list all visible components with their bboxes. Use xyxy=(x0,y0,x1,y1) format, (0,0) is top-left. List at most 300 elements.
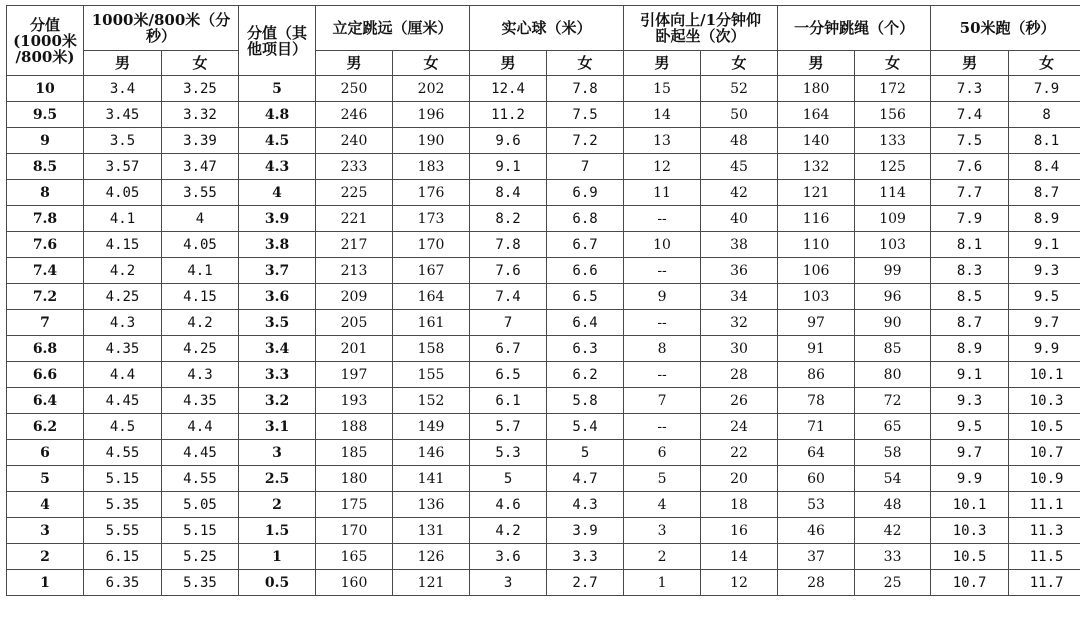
run-50m-male-cell: 9.9 xyxy=(931,466,1009,492)
pullup-male-cell: -- xyxy=(624,362,701,388)
run-50m-female-cell: 9.3 xyxy=(1009,258,1080,284)
jump-rope-female-cell: 42 xyxy=(855,518,931,544)
situp-female-cell: 28 xyxy=(701,362,778,388)
header-score-other: 分值（其 他项目） xyxy=(239,6,316,76)
table-row xyxy=(7,128,1080,154)
gender-header-row xyxy=(7,51,1080,76)
solid-ball-male-cell: 4.2 xyxy=(470,518,547,544)
long-jump-female-cell: 173 xyxy=(393,206,470,232)
header-male: 男 xyxy=(316,51,393,76)
solid-ball-female-cell: 6.5 xyxy=(547,284,624,310)
score-other-cell: 5 xyxy=(239,76,316,102)
run-50m-male-cell: 7.3 xyxy=(931,76,1009,102)
run-50m-female-cell: 9.7 xyxy=(1009,310,1080,336)
run-1000m-male-cell: 4.35 xyxy=(84,336,162,362)
jump-rope-male-cell: 53 xyxy=(778,492,855,518)
situp-female-cell: 45 xyxy=(701,154,778,180)
run-1000m-male-cell: 6.35 xyxy=(84,570,162,596)
jump-rope-male-cell: 132 xyxy=(778,154,855,180)
long-jump-female-cell: 126 xyxy=(393,544,470,570)
situp-female-cell: 20 xyxy=(701,466,778,492)
long-jump-female-cell: 152 xyxy=(393,388,470,414)
situp-female-cell: 48 xyxy=(701,128,778,154)
pullup-male-cell: 9 xyxy=(624,284,701,310)
jump-rope-female-cell: 109 xyxy=(855,206,931,232)
run-800m-female-cell: 4.4 xyxy=(162,414,239,440)
score-run-cell: 7.6 xyxy=(7,232,84,258)
long-jump-male-cell: 221 xyxy=(316,206,393,232)
solid-ball-male-cell: 6.7 xyxy=(470,336,547,362)
run-1000m-male-cell: 3.45 xyxy=(84,102,162,128)
situp-female-cell: 26 xyxy=(701,388,778,414)
jump-rope-male-cell: 164 xyxy=(778,102,855,128)
run-1000m-male-cell: 4.45 xyxy=(84,388,162,414)
long-jump-male-cell: 160 xyxy=(316,570,393,596)
run-50m-male-cell: 9.7 xyxy=(931,440,1009,466)
solid-ball-male-cell: 4.6 xyxy=(470,492,547,518)
score-other-cell: 3.5 xyxy=(239,310,316,336)
score-run-cell: 7 xyxy=(7,310,84,336)
run-50m-male-cell: 8.1 xyxy=(931,232,1009,258)
table-row xyxy=(7,466,1080,492)
score-run-cell: 8.5 xyxy=(7,154,84,180)
score-run-cell: 7.4 xyxy=(7,258,84,284)
score-other-cell: 4.3 xyxy=(239,154,316,180)
run-50m-male-cell: 10.3 xyxy=(931,518,1009,544)
header-score-run: 分值 (1000米 /800米) xyxy=(7,6,84,76)
table-row xyxy=(7,232,1080,258)
run-50m-female-cell: 10.3 xyxy=(1009,388,1080,414)
jump-rope-male-cell: 116 xyxy=(778,206,855,232)
table-row xyxy=(7,414,1080,440)
score-run-cell: 6.8 xyxy=(7,336,84,362)
run-1000m-male-cell: 4.25 xyxy=(84,284,162,310)
jump-rope-male-cell: 97 xyxy=(778,310,855,336)
long-jump-male-cell: 193 xyxy=(316,388,393,414)
long-jump-female-cell: 131 xyxy=(393,518,470,544)
run-50m-female-cell: 9.1 xyxy=(1009,232,1080,258)
run-1000m-male-cell: 4.15 xyxy=(84,232,162,258)
run-50m-female-cell: 11.7 xyxy=(1009,570,1080,596)
long-jump-female-cell: 155 xyxy=(393,362,470,388)
jump-rope-male-cell: 46 xyxy=(778,518,855,544)
jump-rope-male-cell: 64 xyxy=(778,440,855,466)
run-1000m-male-cell: 5.15 xyxy=(84,466,162,492)
pullup-male-cell: 7 xyxy=(624,388,701,414)
pullup-male-cell: -- xyxy=(624,206,701,232)
jump-rope-female-cell: 133 xyxy=(855,128,931,154)
run-50m-male-cell: 9.3 xyxy=(931,388,1009,414)
header-female: 女 xyxy=(701,51,778,76)
long-jump-male-cell: 180 xyxy=(316,466,393,492)
run-1000m-male-cell: 4.05 xyxy=(84,180,162,206)
solid-ball-male-cell: 6.5 xyxy=(470,362,547,388)
table-row xyxy=(7,206,1080,232)
long-jump-female-cell: 149 xyxy=(393,414,470,440)
situp-female-cell: 36 xyxy=(701,258,778,284)
situp-female-cell: 14 xyxy=(701,544,778,570)
score-run-cell: 3 xyxy=(7,518,84,544)
long-jump-male-cell: 217 xyxy=(316,232,393,258)
run-800m-female-cell: 3.39 xyxy=(162,128,239,154)
run-50m-male-cell: 8.7 xyxy=(931,310,1009,336)
run-800m-female-cell: 5.05 xyxy=(162,492,239,518)
header-solid-ball: 实心球（米） xyxy=(470,6,624,51)
run-1000m-male-cell: 5.55 xyxy=(84,518,162,544)
score-table xyxy=(6,5,1080,596)
jump-rope-female-cell: 172 xyxy=(855,76,931,102)
long-jump-male-cell: 250 xyxy=(316,76,393,102)
situp-female-cell: 22 xyxy=(701,440,778,466)
pullup-male-cell: 13 xyxy=(624,128,701,154)
header-row xyxy=(7,6,1080,51)
run-1000m-male-cell: 3.5 xyxy=(84,128,162,154)
situp-female-cell: 16 xyxy=(701,518,778,544)
run-1000m-male-cell: 5.35 xyxy=(84,492,162,518)
situp-female-cell: 32 xyxy=(701,310,778,336)
run-1000m-male-cell: 4.1 xyxy=(84,206,162,232)
header-female: 女 xyxy=(855,51,931,76)
solid-ball-male-cell: 7.8 xyxy=(470,232,547,258)
situp-female-cell: 18 xyxy=(701,492,778,518)
header-1000m-800m: 1000米/800米（分 秒） xyxy=(84,6,239,51)
run-50m-female-cell: 7.9 xyxy=(1009,76,1080,102)
jump-rope-male-cell: 71 xyxy=(778,414,855,440)
score-run-cell: 6 xyxy=(7,440,84,466)
run-800m-female-cell: 4.3 xyxy=(162,362,239,388)
header-standing-long-jump: 立定跳远（厘米） xyxy=(316,6,470,51)
situp-female-cell: 52 xyxy=(701,76,778,102)
table-row xyxy=(7,258,1080,284)
pullup-male-cell: 11 xyxy=(624,180,701,206)
jump-rope-female-cell: 80 xyxy=(855,362,931,388)
table-row xyxy=(7,388,1080,414)
long-jump-male-cell: 205 xyxy=(316,310,393,336)
jump-rope-female-cell: 103 xyxy=(855,232,931,258)
jump-rope-male-cell: 121 xyxy=(778,180,855,206)
run-50m-male-cell: 9.1 xyxy=(931,362,1009,388)
score-run-cell: 2 xyxy=(7,544,84,570)
pullup-male-cell: 10 xyxy=(624,232,701,258)
solid-ball-male-cell: 5.3 xyxy=(470,440,547,466)
run-50m-male-cell: 10.7 xyxy=(931,570,1009,596)
solid-ball-male-cell: 7 xyxy=(470,310,547,336)
table-row xyxy=(7,570,1080,596)
solid-ball-female-cell: 6.4 xyxy=(547,310,624,336)
jump-rope-female-cell: 65 xyxy=(855,414,931,440)
score-run-cell: 6.6 xyxy=(7,362,84,388)
run-800m-female-cell: 4.25 xyxy=(162,336,239,362)
run-800m-female-cell: 4.35 xyxy=(162,388,239,414)
run-800m-female-cell: 4.05 xyxy=(162,232,239,258)
solid-ball-female-cell: 6.3 xyxy=(547,336,624,362)
run-50m-male-cell: 7.9 xyxy=(931,206,1009,232)
solid-ball-female-cell: 5.4 xyxy=(547,414,624,440)
run-800m-female-cell: 4.45 xyxy=(162,440,239,466)
header-male: 男 xyxy=(778,51,855,76)
long-jump-male-cell: 175 xyxy=(316,492,393,518)
long-jump-male-cell: 225 xyxy=(316,180,393,206)
jump-rope-male-cell: 140 xyxy=(778,128,855,154)
solid-ball-female-cell: 3.3 xyxy=(547,544,624,570)
situp-female-cell: 50 xyxy=(701,102,778,128)
long-jump-female-cell: 161 xyxy=(393,310,470,336)
solid-ball-female-cell: 7.5 xyxy=(547,102,624,128)
run-800m-female-cell: 4.55 xyxy=(162,466,239,492)
run-50m-male-cell: 7.5 xyxy=(931,128,1009,154)
run-1000m-male-cell: 4.55 xyxy=(84,440,162,466)
run-800m-female-cell: 4.2 xyxy=(162,310,239,336)
solid-ball-female-cell: 6.2 xyxy=(547,362,624,388)
run-50m-male-cell: 8.5 xyxy=(931,284,1009,310)
run-800m-female-cell: 4.15 xyxy=(162,284,239,310)
run-50m-female-cell: 11.5 xyxy=(1009,544,1080,570)
score-run-cell: 9.5 xyxy=(7,102,84,128)
pullup-male-cell: 1 xyxy=(624,570,701,596)
long-jump-male-cell: 170 xyxy=(316,518,393,544)
run-50m-male-cell: 7.4 xyxy=(931,102,1009,128)
jump-rope-male-cell: 37 xyxy=(778,544,855,570)
solid-ball-female-cell: 7.8 xyxy=(547,76,624,102)
long-jump-female-cell: 167 xyxy=(393,258,470,284)
pullup-male-cell: 2 xyxy=(624,544,701,570)
run-800m-female-cell: 3.32 xyxy=(162,102,239,128)
solid-ball-male-cell: 7.4 xyxy=(470,284,547,310)
score-run-cell: 7.8 xyxy=(7,206,84,232)
situp-female-cell: 24 xyxy=(701,414,778,440)
run-1000m-male-cell: 4.3 xyxy=(84,310,162,336)
long-jump-female-cell: 196 xyxy=(393,102,470,128)
long-jump-male-cell: 197 xyxy=(316,362,393,388)
run-50m-female-cell: 10.5 xyxy=(1009,414,1080,440)
run-50m-male-cell: 8.9 xyxy=(931,336,1009,362)
header-female: 女 xyxy=(393,51,470,76)
run-800m-female-cell: 4 xyxy=(162,206,239,232)
long-jump-male-cell: 246 xyxy=(316,102,393,128)
score-other-cell: 3.7 xyxy=(239,258,316,284)
solid-ball-male-cell: 5.7 xyxy=(470,414,547,440)
long-jump-female-cell: 170 xyxy=(393,232,470,258)
solid-ball-female-cell: 2.7 xyxy=(547,570,624,596)
jump-rope-female-cell: 90 xyxy=(855,310,931,336)
table-row xyxy=(7,336,1080,362)
long-jump-male-cell: 201 xyxy=(316,336,393,362)
pullup-male-cell: 8 xyxy=(624,336,701,362)
jump-rope-female-cell: 54 xyxy=(855,466,931,492)
score-other-cell: 3.6 xyxy=(239,284,316,310)
solid-ball-female-cell: 3.9 xyxy=(547,518,624,544)
long-jump-male-cell: 209 xyxy=(316,284,393,310)
header-female: 女 xyxy=(547,51,624,76)
run-50m-male-cell: 7.6 xyxy=(931,154,1009,180)
table-row xyxy=(7,180,1080,206)
solid-ball-male-cell: 8.2 xyxy=(470,206,547,232)
long-jump-female-cell: 146 xyxy=(393,440,470,466)
situp-female-cell: 38 xyxy=(701,232,778,258)
jump-rope-female-cell: 96 xyxy=(855,284,931,310)
long-jump-male-cell: 213 xyxy=(316,258,393,284)
score-other-cell: 4 xyxy=(239,180,316,206)
solid-ball-female-cell: 6.8 xyxy=(547,206,624,232)
pullup-male-cell: 6 xyxy=(624,440,701,466)
header-50m-run: 50米跑（秒） xyxy=(931,6,1080,51)
solid-ball-female-cell: 5.8 xyxy=(547,388,624,414)
score-run-cell: 7.2 xyxy=(7,284,84,310)
situp-female-cell: 40 xyxy=(701,206,778,232)
pullup-male-cell: 5 xyxy=(624,466,701,492)
run-800m-female-cell: 5.35 xyxy=(162,570,239,596)
solid-ball-male-cell: 3 xyxy=(470,570,547,596)
run-50m-female-cell: 9.5 xyxy=(1009,284,1080,310)
solid-ball-female-cell: 7 xyxy=(547,154,624,180)
header-male: 男 xyxy=(470,51,547,76)
score-other-cell: 3.2 xyxy=(239,388,316,414)
run-50m-male-cell: 9.5 xyxy=(931,414,1009,440)
run-50m-female-cell: 8 xyxy=(1009,102,1080,128)
score-other-cell: 0.5 xyxy=(239,570,316,596)
jump-rope-male-cell: 78 xyxy=(778,388,855,414)
solid-ball-male-cell: 9.1 xyxy=(470,154,547,180)
long-jump-female-cell: 158 xyxy=(393,336,470,362)
situp-female-cell: 12 xyxy=(701,570,778,596)
jump-rope-female-cell: 156 xyxy=(855,102,931,128)
score-other-cell: 1 xyxy=(239,544,316,570)
jump-rope-male-cell: 86 xyxy=(778,362,855,388)
jump-rope-male-cell: 110 xyxy=(778,232,855,258)
solid-ball-female-cell: 4.7 xyxy=(547,466,624,492)
solid-ball-female-cell: 5 xyxy=(547,440,624,466)
run-50m-male-cell: 10.5 xyxy=(931,544,1009,570)
score-other-cell: 2.5 xyxy=(239,466,316,492)
run-800m-female-cell: 4.1 xyxy=(162,258,239,284)
run-50m-female-cell: 11.1 xyxy=(1009,492,1080,518)
situp-female-cell: 42 xyxy=(701,180,778,206)
situp-female-cell: 30 xyxy=(701,336,778,362)
run-1000m-male-cell: 4.5 xyxy=(84,414,162,440)
jump-rope-female-cell: 25 xyxy=(855,570,931,596)
long-jump-female-cell: 202 xyxy=(393,76,470,102)
jump-rope-male-cell: 103 xyxy=(778,284,855,310)
run-50m-male-cell: 10.1 xyxy=(931,492,1009,518)
pullup-male-cell: 3 xyxy=(624,518,701,544)
run-50m-female-cell: 9.9 xyxy=(1009,336,1080,362)
solid-ball-male-cell: 3.6 xyxy=(470,544,547,570)
long-jump-female-cell: 164 xyxy=(393,284,470,310)
jump-rope-male-cell: 28 xyxy=(778,570,855,596)
solid-ball-female-cell: 4.3 xyxy=(547,492,624,518)
solid-ball-male-cell: 7.6 xyxy=(470,258,547,284)
long-jump-female-cell: 183 xyxy=(393,154,470,180)
long-jump-male-cell: 185 xyxy=(316,440,393,466)
long-jump-female-cell: 176 xyxy=(393,180,470,206)
jump-rope-female-cell: 125 xyxy=(855,154,931,180)
score-other-cell: 3.3 xyxy=(239,362,316,388)
jump-rope-female-cell: 48 xyxy=(855,492,931,518)
jump-rope-female-cell: 85 xyxy=(855,336,931,362)
pullup-male-cell: 15 xyxy=(624,76,701,102)
solid-ball-male-cell: 5 xyxy=(470,466,547,492)
solid-ball-female-cell: 6.6 xyxy=(547,258,624,284)
solid-ball-male-cell: 8.4 xyxy=(470,180,547,206)
score-run-cell: 1 xyxy=(7,570,84,596)
header-female: 女 xyxy=(162,51,239,76)
table-row xyxy=(7,154,1080,180)
header-male: 男 xyxy=(84,51,162,76)
long-jump-female-cell: 190 xyxy=(393,128,470,154)
run-50m-male-cell: 7.7 xyxy=(931,180,1009,206)
long-jump-male-cell: 240 xyxy=(316,128,393,154)
solid-ball-male-cell: 12.4 xyxy=(470,76,547,102)
jump-rope-female-cell: 58 xyxy=(855,440,931,466)
score-other-cell: 4.5 xyxy=(239,128,316,154)
run-50m-female-cell: 8.4 xyxy=(1009,154,1080,180)
long-jump-male-cell: 188 xyxy=(316,414,393,440)
header-pullup-situp: 引体向上/1分钟仰 卧起坐（次） xyxy=(624,6,778,51)
score-other-cell: 3 xyxy=(239,440,316,466)
long-jump-female-cell: 141 xyxy=(393,466,470,492)
run-1000m-male-cell: 4.2 xyxy=(84,258,162,284)
run-800m-female-cell: 3.55 xyxy=(162,180,239,206)
jump-rope-female-cell: 114 xyxy=(855,180,931,206)
jump-rope-male-cell: 60 xyxy=(778,466,855,492)
run-1000m-male-cell: 3.4 xyxy=(84,76,162,102)
score-other-cell: 3.9 xyxy=(239,206,316,232)
table-row xyxy=(7,362,1080,388)
solid-ball-male-cell: 11.2 xyxy=(470,102,547,128)
table-row xyxy=(7,440,1080,466)
situp-female-cell: 34 xyxy=(701,284,778,310)
jump-rope-male-cell: 180 xyxy=(778,76,855,102)
pullup-male-cell: -- xyxy=(624,414,701,440)
score-other-cell: 3.8 xyxy=(239,232,316,258)
table-row xyxy=(7,310,1080,336)
score-run-cell: 9 xyxy=(7,128,84,154)
run-50m-female-cell: 10.9 xyxy=(1009,466,1080,492)
run-800m-female-cell: 5.15 xyxy=(162,518,239,544)
header-jump-rope: 一分钟跳绳（个） xyxy=(778,6,931,51)
jump-rope-female-cell: 99 xyxy=(855,258,931,284)
long-jump-female-cell: 121 xyxy=(393,570,470,596)
run-50m-female-cell: 8.9 xyxy=(1009,206,1080,232)
pullup-male-cell: 4 xyxy=(624,492,701,518)
table-row xyxy=(7,284,1080,310)
score-run-cell: 8 xyxy=(7,180,84,206)
header-female: 女 xyxy=(1009,51,1080,76)
solid-ball-female-cell: 6.7 xyxy=(547,232,624,258)
jump-rope-female-cell: 72 xyxy=(855,388,931,414)
run-50m-female-cell: 8.7 xyxy=(1009,180,1080,206)
run-1000m-male-cell: 4.4 xyxy=(84,362,162,388)
jump-rope-female-cell: 33 xyxy=(855,544,931,570)
score-other-cell: 2 xyxy=(239,492,316,518)
score-other-cell: 4.8 xyxy=(239,102,316,128)
run-50m-female-cell: 10.7 xyxy=(1009,440,1080,466)
pullup-male-cell: 12 xyxy=(624,154,701,180)
score-other-cell: 3.4 xyxy=(239,336,316,362)
score-run-cell: 5 xyxy=(7,466,84,492)
pullup-male-cell: -- xyxy=(624,310,701,336)
table-row xyxy=(7,76,1080,102)
score-other-cell: 1.5 xyxy=(239,518,316,544)
jump-rope-male-cell: 91 xyxy=(778,336,855,362)
solid-ball-female-cell: 7.2 xyxy=(547,128,624,154)
table-row xyxy=(7,102,1080,128)
score-table-body xyxy=(7,6,1080,596)
run-1000m-male-cell: 6.15 xyxy=(84,544,162,570)
long-jump-male-cell: 233 xyxy=(316,154,393,180)
solid-ball-male-cell: 6.1 xyxy=(470,388,547,414)
score-run-cell: 4 xyxy=(7,492,84,518)
